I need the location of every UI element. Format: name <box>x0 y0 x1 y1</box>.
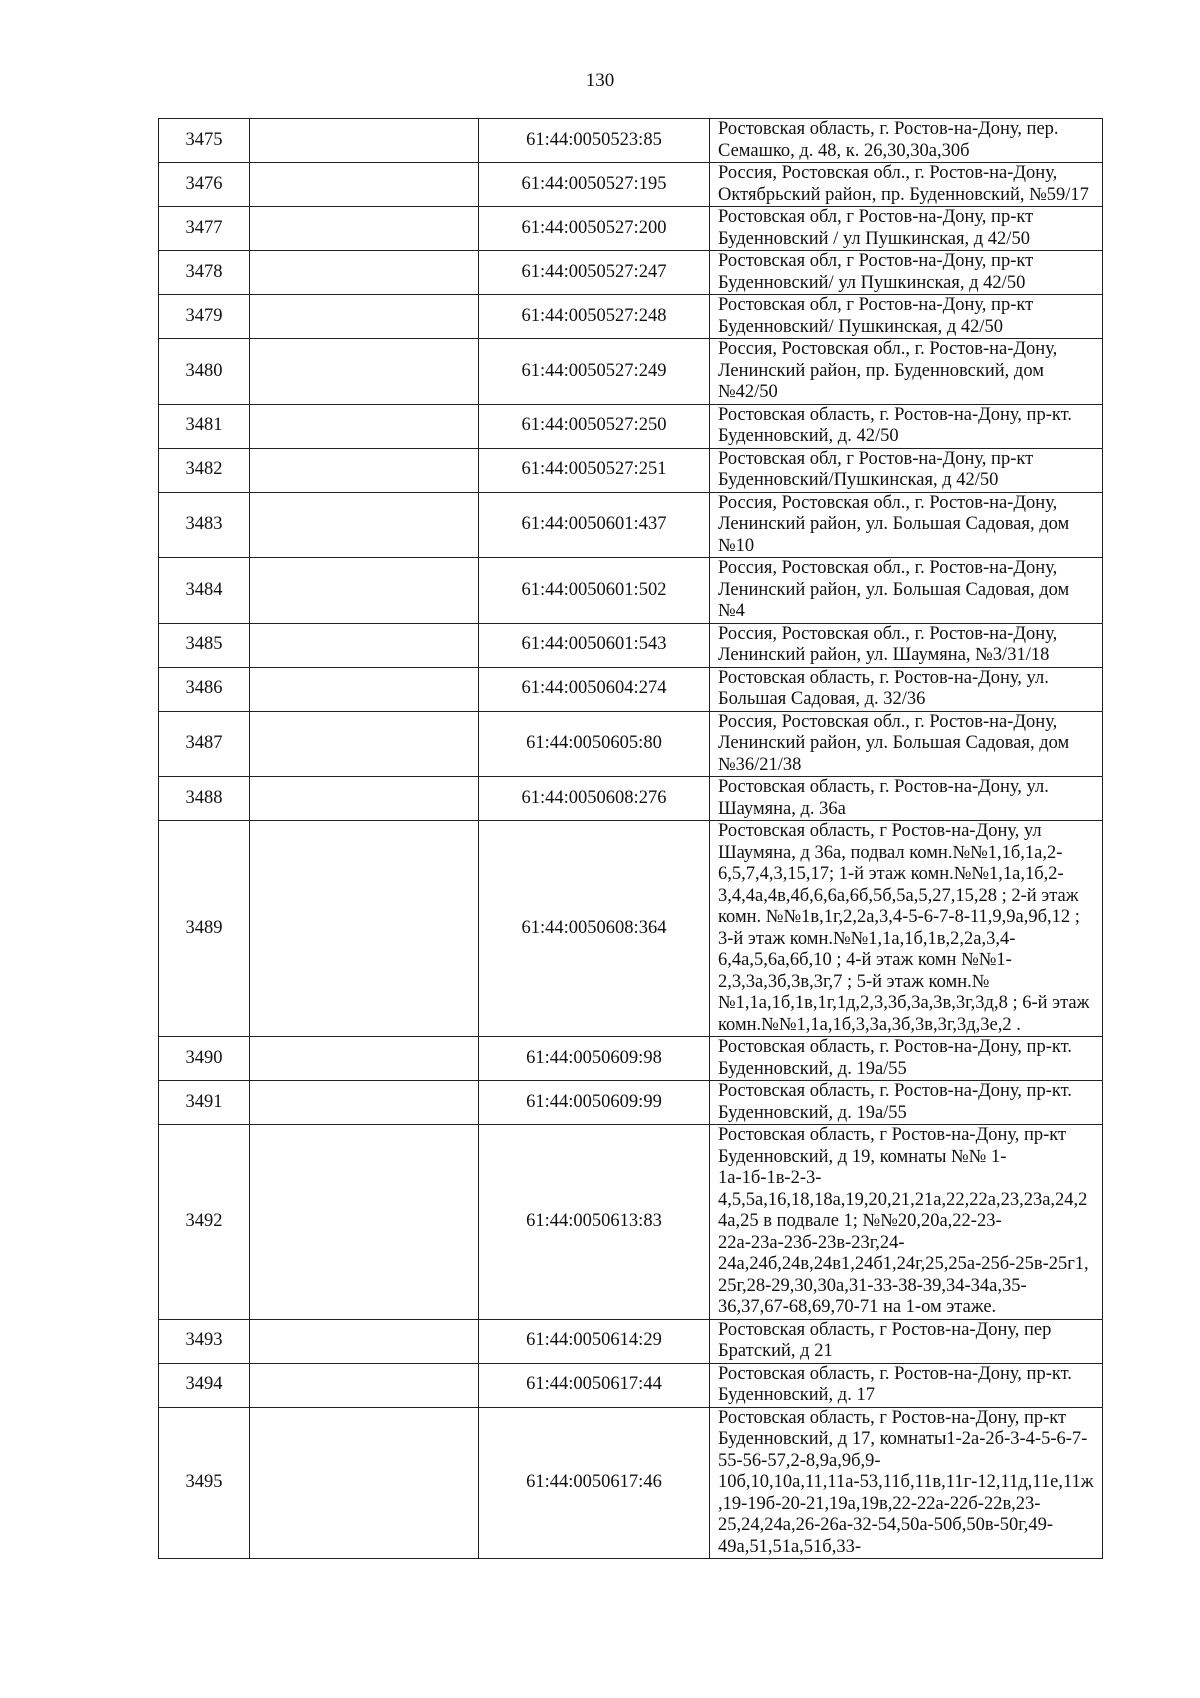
row-number: 3479 <box>159 295 250 339</box>
cadastral-number: 61:44:0050523:85 <box>479 119 710 163</box>
registry-table-body <box>159 119 1103 1559</box>
row-empty-cell <box>250 251 479 295</box>
row-number: 3492 <box>159 1125 250 1320</box>
cadastral-number: 61:44:0050601:502 <box>479 558 710 624</box>
table-row <box>159 339 1103 405</box>
table-row <box>159 207 1103 251</box>
row-number: 3476 <box>159 163 250 207</box>
table-row <box>159 295 1103 339</box>
cadastral-number: 61:44:0050527:248 <box>479 295 710 339</box>
address: Ростовская обл, г Ростов-на-Дону, пр-кт Буденновский/Пушкинская, д 42/50 <box>710 448 1103 492</box>
row-empty-cell <box>250 1081 479 1125</box>
cadastral-number: 61:44:0050609:99 <box>479 1081 710 1125</box>
table-row <box>159 821 1103 1037</box>
row-empty-cell <box>250 1319 479 1363</box>
cadastral-number: 61:44:0050601:543 <box>479 623 710 667</box>
cadastral-number: 61:44:0050527:247 <box>479 251 710 295</box>
row-number: 3493 <box>159 1319 250 1363</box>
cadastral-number: 61:44:0050613:83 <box>479 1125 710 1320</box>
row-empty-cell <box>250 711 479 777</box>
row-number: 3481 <box>159 404 250 448</box>
row-number: 3477 <box>159 207 250 251</box>
table-row <box>159 667 1103 711</box>
cadastral-number: 61:44:0050604:274 <box>479 667 710 711</box>
row-number: 3480 <box>159 339 250 405</box>
cadastral-number: 61:44:0050605:80 <box>479 711 710 777</box>
table-row <box>159 558 1103 624</box>
row-empty-cell <box>250 1363 479 1407</box>
row-number: 3475 <box>159 119 250 163</box>
address: Россия, Ростовская обл., г. Ростов-на-Дону, Ленинский район, пр. Буденновский, дом №42/50 <box>710 339 1103 405</box>
row-empty-cell <box>250 1037 479 1081</box>
address: Россия, Ростовская обл., г. Ростов-на-Дону, Ленинский район, ул. Шаумяна, №3/31/18 <box>710 623 1103 667</box>
table-row <box>159 1125 1103 1320</box>
row-number: 3487 <box>159 711 250 777</box>
row-number: 3486 <box>159 667 250 711</box>
table-row <box>159 623 1103 667</box>
cadastral-number: 61:44:0050609:98 <box>479 1037 710 1081</box>
row-number: 3483 <box>159 492 250 558</box>
cadastral-number: 61:44:0050614:29 <box>479 1319 710 1363</box>
address: Ростовская область, г Ростов-на-Дону, ул Шаумяна, д 36а, подвал комн.№№1,1б,1а,2-6,5,7,4,3,15,17; 1-й этаж комн.№№1,1а,1б,2-3,4,4а,4в,4б,6,6а,6б,5б,5а,5,27,15,28 ; 2-й этаж комн. №№1в,1г,2,2а,3,4-5-6-7-8-11,9,9а,9б,12 ; 3-й этаж комн.№№1,1а,1б,1в,2,2а,3,4-6,4а,5,6а,6б,10 ; 4-й этаж комн №№1-2,3,3а,3б,3в,3г,7 ; 5-й этаж комн.№№1,1а,1б,1в,1г,1д,2,3,3б,3а,3в,3г,3д,8 ; 6-й этаж комн.№№1,1а,1б,3,3а,3б,3в,3г,3д,3е,2 . <box>710 821 1103 1037</box>
row-number: 3485 <box>159 623 250 667</box>
cadastral-number: 61:44:0050527:249 <box>479 339 710 405</box>
address: Ростовская область, г. Ростов-на-Дону, пр-кт. Буденновский, д. 19а/55 <box>710 1037 1103 1081</box>
registry-table <box>158 118 1103 1559</box>
table-row <box>159 404 1103 448</box>
address: Ростовская область, г Ростов-на-Дону, пр-кт Буденновский, д 19, комнаты №№ 1-1а-1б-1в-2-3-4,5,5а,16,18,18а,19,20,21,21а,22,22а,23,23а,24,24а,25 в подвале 1; №№20,20а,22-23-22а-23а-23б-23в-23г,24-24а,24б,24в,24в1,24б1,24г,25,25а-25б-25в-25г1,25г,28-29,30,30а,31-33-38-39,34-34а,35-36,37,67-68,69,70-71 на 1-ом этаже. <box>710 1125 1103 1320</box>
table-row <box>159 163 1103 207</box>
table-row <box>159 711 1103 777</box>
address: Ростовская область, г Ростов-на-Дону, пр-кт Буденновский, д 17, комнаты1-2а-2б-3-4-5-6-7-55-56-57,2-8,9а,9б,9-10б,10,10а,11,11а-53,11б,11в,11г-12,11д,11е,11ж,19-19б-20-21,19а,19в,22-22а-22б-22в,23-25,24,24а,26-26а-32-54,50а-50б,50в-50г,49-49а,51,51а,51б,33- <box>710 1407 1103 1559</box>
row-empty-cell <box>250 623 479 667</box>
address: Россия, Ростовская обл., г. Ростов-на-Дону, Октябрьский район, пр. Буденновский, №59/17 <box>710 163 1103 207</box>
cadastral-number: 61:44:0050527:200 <box>479 207 710 251</box>
table-row <box>159 1037 1103 1081</box>
cadastral-number: 61:44:0050527:250 <box>479 404 710 448</box>
row-number: 3495 <box>159 1407 250 1559</box>
table-row <box>159 448 1103 492</box>
row-empty-cell <box>250 404 479 448</box>
address: Ростовская обл, г Ростов-на-Дону, пр-кт Буденновский / ул Пушкинская, д 42/50 <box>710 207 1103 251</box>
row-empty-cell <box>250 1407 479 1559</box>
address: Россия, Ростовская обл., г. Ростов-на-Дону, Ленинский район, ул. Большая Садовая, дом №4 <box>710 558 1103 624</box>
row-number: 3488 <box>159 777 250 821</box>
row-empty-cell <box>250 1125 479 1320</box>
address: Россия, Ростовская обл., г. Ростов-на-Дону, Ленинский район, ул. Большая Садовая, дом №36/21/38 <box>710 711 1103 777</box>
row-number: 3478 <box>159 251 250 295</box>
address: Ростовская область, г. Ростов-на-Дону, пр-кт. Буденновский, д. 42/50 <box>710 404 1103 448</box>
table-row <box>159 492 1103 558</box>
row-number: 3484 <box>159 558 250 624</box>
cadastral-number: 61:44:0050608:364 <box>479 821 710 1037</box>
table-row <box>159 777 1103 821</box>
table-row <box>159 1363 1103 1407</box>
address: Ростовская область, г. Ростов-на-Дону, ул. Шаумяна, д. 36а <box>710 777 1103 821</box>
address: Россия, Ростовская обл., г. Ростов-на-Дону, Ленинский район, ул. Большая Садовая, дом №10 <box>710 492 1103 558</box>
row-empty-cell <box>250 119 479 163</box>
row-empty-cell <box>250 207 479 251</box>
table-row <box>159 1407 1103 1559</box>
row-empty-cell <box>250 777 479 821</box>
row-empty-cell <box>250 821 479 1037</box>
cadastral-number: 61:44:0050601:437 <box>479 492 710 558</box>
cadastral-number: 61:44:0050527:195 <box>479 163 710 207</box>
address: Ростовская обл, г Ростов-на-Дону, пр-кт Буденновский/ Пушкинская, д 42/50 <box>710 295 1103 339</box>
address: Ростовская область, г. Ростов-на-Дону, пр-кт. Буденновский, д. 17 <box>710 1363 1103 1407</box>
table-row <box>159 1081 1103 1125</box>
table-row <box>159 1319 1103 1363</box>
address: Ростовская область, г. Ростов-на-Дону, ул. Большая Садовая, д. 32/36 <box>710 667 1103 711</box>
row-empty-cell <box>250 295 479 339</box>
address: Ростовская область, г. Ростов-на-Дону, пр-кт. Буденновский, д. 19а/55 <box>710 1081 1103 1125</box>
table-row <box>159 251 1103 295</box>
address: Ростовская область, г. Ростов-на-Дону, пер. Семашко, д. 48, к. 26,30,30а,30б <box>710 119 1103 163</box>
cadastral-number: 61:44:0050527:251 <box>479 448 710 492</box>
row-empty-cell <box>250 339 479 405</box>
cadastral-number: 61:44:0050617:46 <box>479 1407 710 1559</box>
address: Ростовская обл, г Ростов-на-Дону, пр-кт Буденновский/ ул Пушкинская, д 42/50 <box>710 251 1103 295</box>
table-row <box>159 119 1103 163</box>
row-number: 3490 <box>159 1037 250 1081</box>
row-number: 3491 <box>159 1081 250 1125</box>
row-number: 3482 <box>159 448 250 492</box>
row-empty-cell <box>250 492 479 558</box>
row-empty-cell <box>250 448 479 492</box>
page-number: 130 <box>585 70 615 91</box>
row-empty-cell <box>250 667 479 711</box>
address: Ростовская область, г Ростов-на-Дону, пер Братский, д 21 <box>710 1319 1103 1363</box>
row-number: 3489 <box>159 821 250 1037</box>
cadastral-number: 61:44:0050608:276 <box>479 777 710 821</box>
row-number: 3494 <box>159 1363 250 1407</box>
cadastral-number: 61:44:0050617:44 <box>479 1363 710 1407</box>
row-empty-cell <box>250 163 479 207</box>
row-empty-cell <box>250 558 479 624</box>
